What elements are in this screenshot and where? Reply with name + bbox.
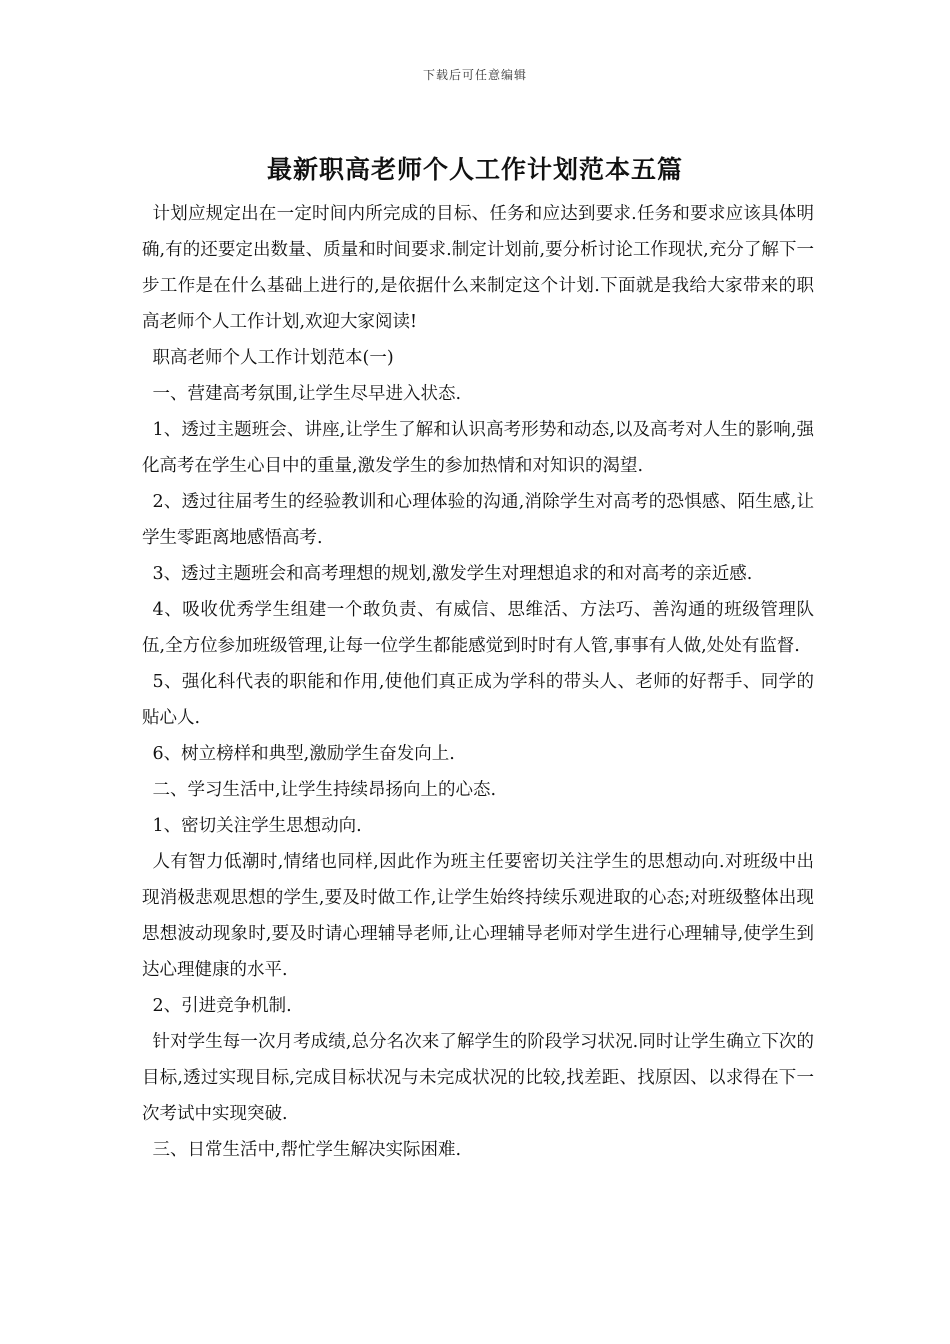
paragraph-item: 5、强化科代表的职能和作用,使他们真正成为学科的带头人、老师的好帮手、同学的贴心人. bbox=[142, 672, 814, 728]
paragraph-heading-3: 三、日常生活中,帮忙学生解决实际困难. bbox=[152, 1140, 462, 1160]
paragraph-section-heading: 职高老师个人工作计划范本(一) bbox=[152, 348, 394, 368]
document-body bbox=[142, 196, 814, 1168]
paragraph-item: 2、透过往届考生的经验教训和心理体验的沟通,消除学生对高考的恐惧感、陌生感,让学生零距离地感悟高考. bbox=[142, 492, 814, 548]
paragraph-body: 人有智力低潮时,情绪也同样,因此作为班主任要密切关注学生的思想动向.对班级中出现消极悲观思想的学生,要及时做工作,让学生始终持续乐观进取的心态;对班级整体出现思想波动现象时,要及时请心理辅导老师,让心理辅导老师对学生进行心理辅导,使学生到达心理健康的水平. bbox=[142, 852, 814, 980]
paragraph-body: 针对学生每一次月考成绩,总分名次来了解学生的阶段学习状况.同时让学生确立下次的目标,透过实现目标,完成目标状况与未完成状况的比较,找差距、找原因、以求得在下一次考试中实现突破. bbox=[142, 1032, 814, 1124]
paragraph-item: 1、透过主题班会、讲座,让学生了解和认识高考形势和动态,以及高考对人生的影响,强化高考在学生心目中的重量,激发学生的参加热情和对知识的渴望. bbox=[142, 420, 814, 476]
paragraph-item: 4、吸收优秀学生组建一个敢负责、有威信、思维活、方法巧、善沟通的班级管理队伍,全方位参加班级管理,让每一位学生都能感觉到时时有人管,事事有人做,处处有监督. bbox=[142, 600, 814, 656]
paragraph-intro: 计划应规定出在一定时间内所完成的目标、任务和应达到要求.任务和要求应该具体明确,有的还要定出数量、质量和时间要求.制定计划前,要分析讨论工作现状,充分了解下一步工作是在什么基础上进行的,是依据什么来制定这个计划.下面就是我给大家带来的职高老师个人工作计划,欢迎大家阅读! bbox=[142, 204, 814, 332]
paragraph-item: 3、透过主题班会和高考理想的规划,激发学生对理想追求的和对高考的亲近感. bbox=[152, 564, 753, 584]
paragraph-item: 1、密切关注学生思想动向. bbox=[152, 816, 362, 836]
paragraph-item: 2、引进竞争机制. bbox=[152, 996, 292, 1016]
document-title: 最新职高老师个人工作计划范本五篇 bbox=[266, 155, 683, 184]
paragraph-heading-1: 一、营建高考氛围,让学生尽早进入状态. bbox=[152, 384, 462, 404]
paragraph-heading-2: 二、学习生活中,让学生持续昂扬向上的心态. bbox=[152, 780, 497, 800]
paragraph-item: 6、树立榜样和典型,激励学生奋发向上. bbox=[152, 744, 455, 764]
header-note: 下载后可任意编辑 bbox=[422, 68, 527, 82]
